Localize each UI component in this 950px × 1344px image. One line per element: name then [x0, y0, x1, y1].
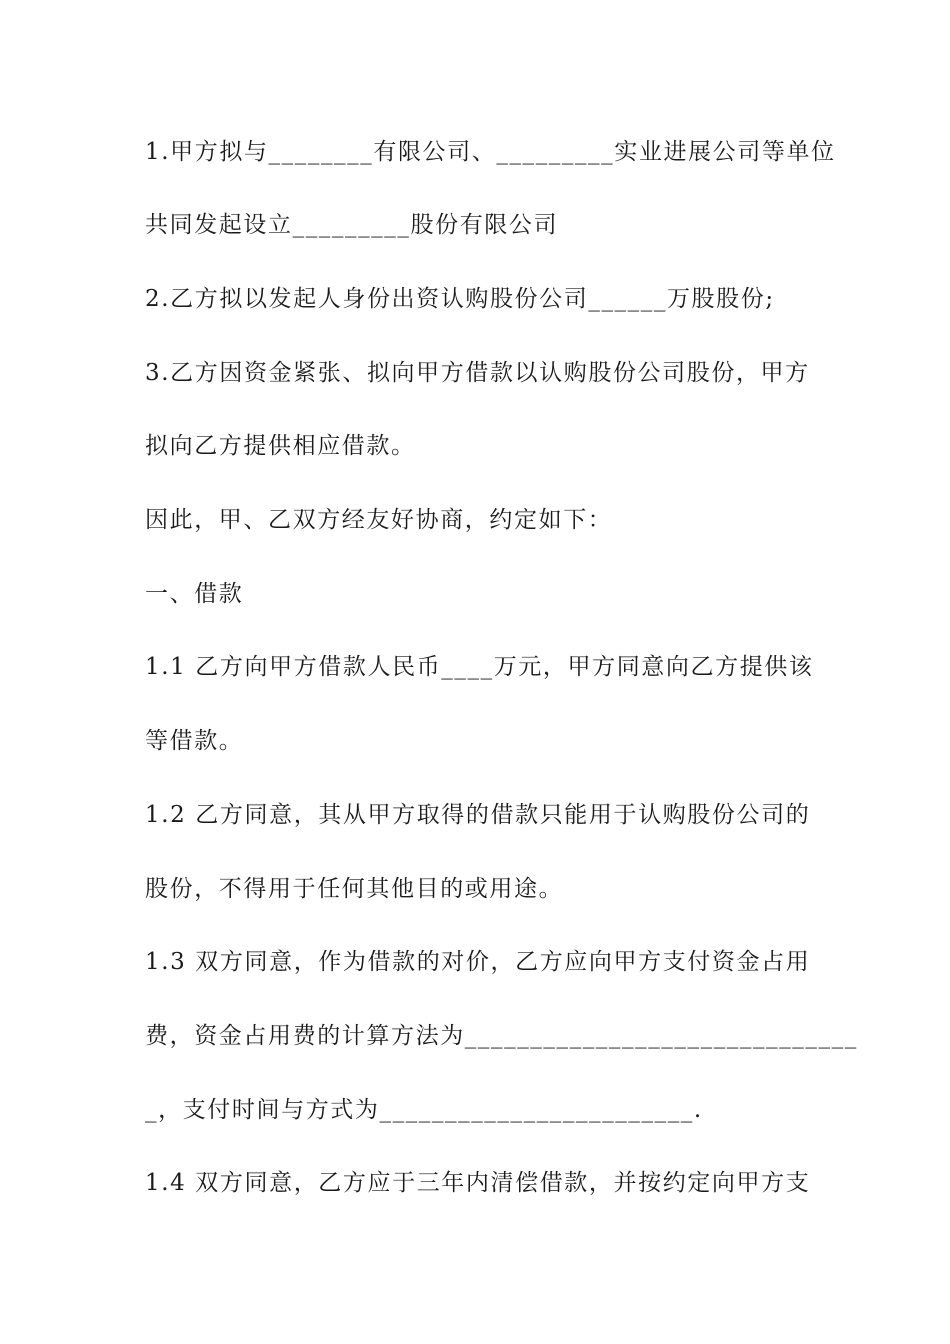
- clause-recital-2: 2.乙方拟以发起人身份出资认购股份公司______万股股份;: [145, 286, 775, 312]
- clause-1-1-line-1: 1.1 乙方向甲方借款人民币____万元，甲方同意向乙方提供该: [145, 654, 814, 680]
- agreement-intro: 因此，甲、乙双方经友好协商，约定如下：: [145, 507, 613, 533]
- clause-1-1-line-2: 等借款。: [145, 728, 244, 754]
- clause-recital-1-line-2: 共同发起设立_________股份有限公司: [145, 212, 559, 238]
- section-heading-loan: 一、借款: [145, 581, 244, 607]
- clause-1-3-line-3: _，支付时间与方式为________________________.: [145, 1097, 703, 1123]
- clause-recital-1-line-1: 1.甲方拟与________有限公司、_________实业进展公司等单位: [145, 139, 836, 165]
- clause-1-2-line-1: 1.2 乙方同意，其从甲方取得的借款只能用于认购股份公司的: [145, 802, 811, 828]
- clause-1-3-line-1: 1.3 双方同意，作为借款的对价，乙方应向甲方支付资金占用: [145, 949, 811, 975]
- clause-1-3-line-2: 费，资金占用费的计算方法为______________________________: [145, 1023, 858, 1049]
- clause-recital-3-line-1: 3.乙方因资金紧张、拟向甲方借款以认购股份公司股份，甲方: [145, 360, 810, 386]
- clause-recital-3-line-2: 拟向乙方提供相应借款。: [145, 433, 416, 459]
- clause-1-4-line-1: 1.4 双方同意，乙方应于三年内清偿借款，并按约定向甲方支: [145, 1170, 811, 1196]
- clause-1-2-line-2: 股份，不得用于任何其他目的或用途。: [145, 876, 564, 902]
